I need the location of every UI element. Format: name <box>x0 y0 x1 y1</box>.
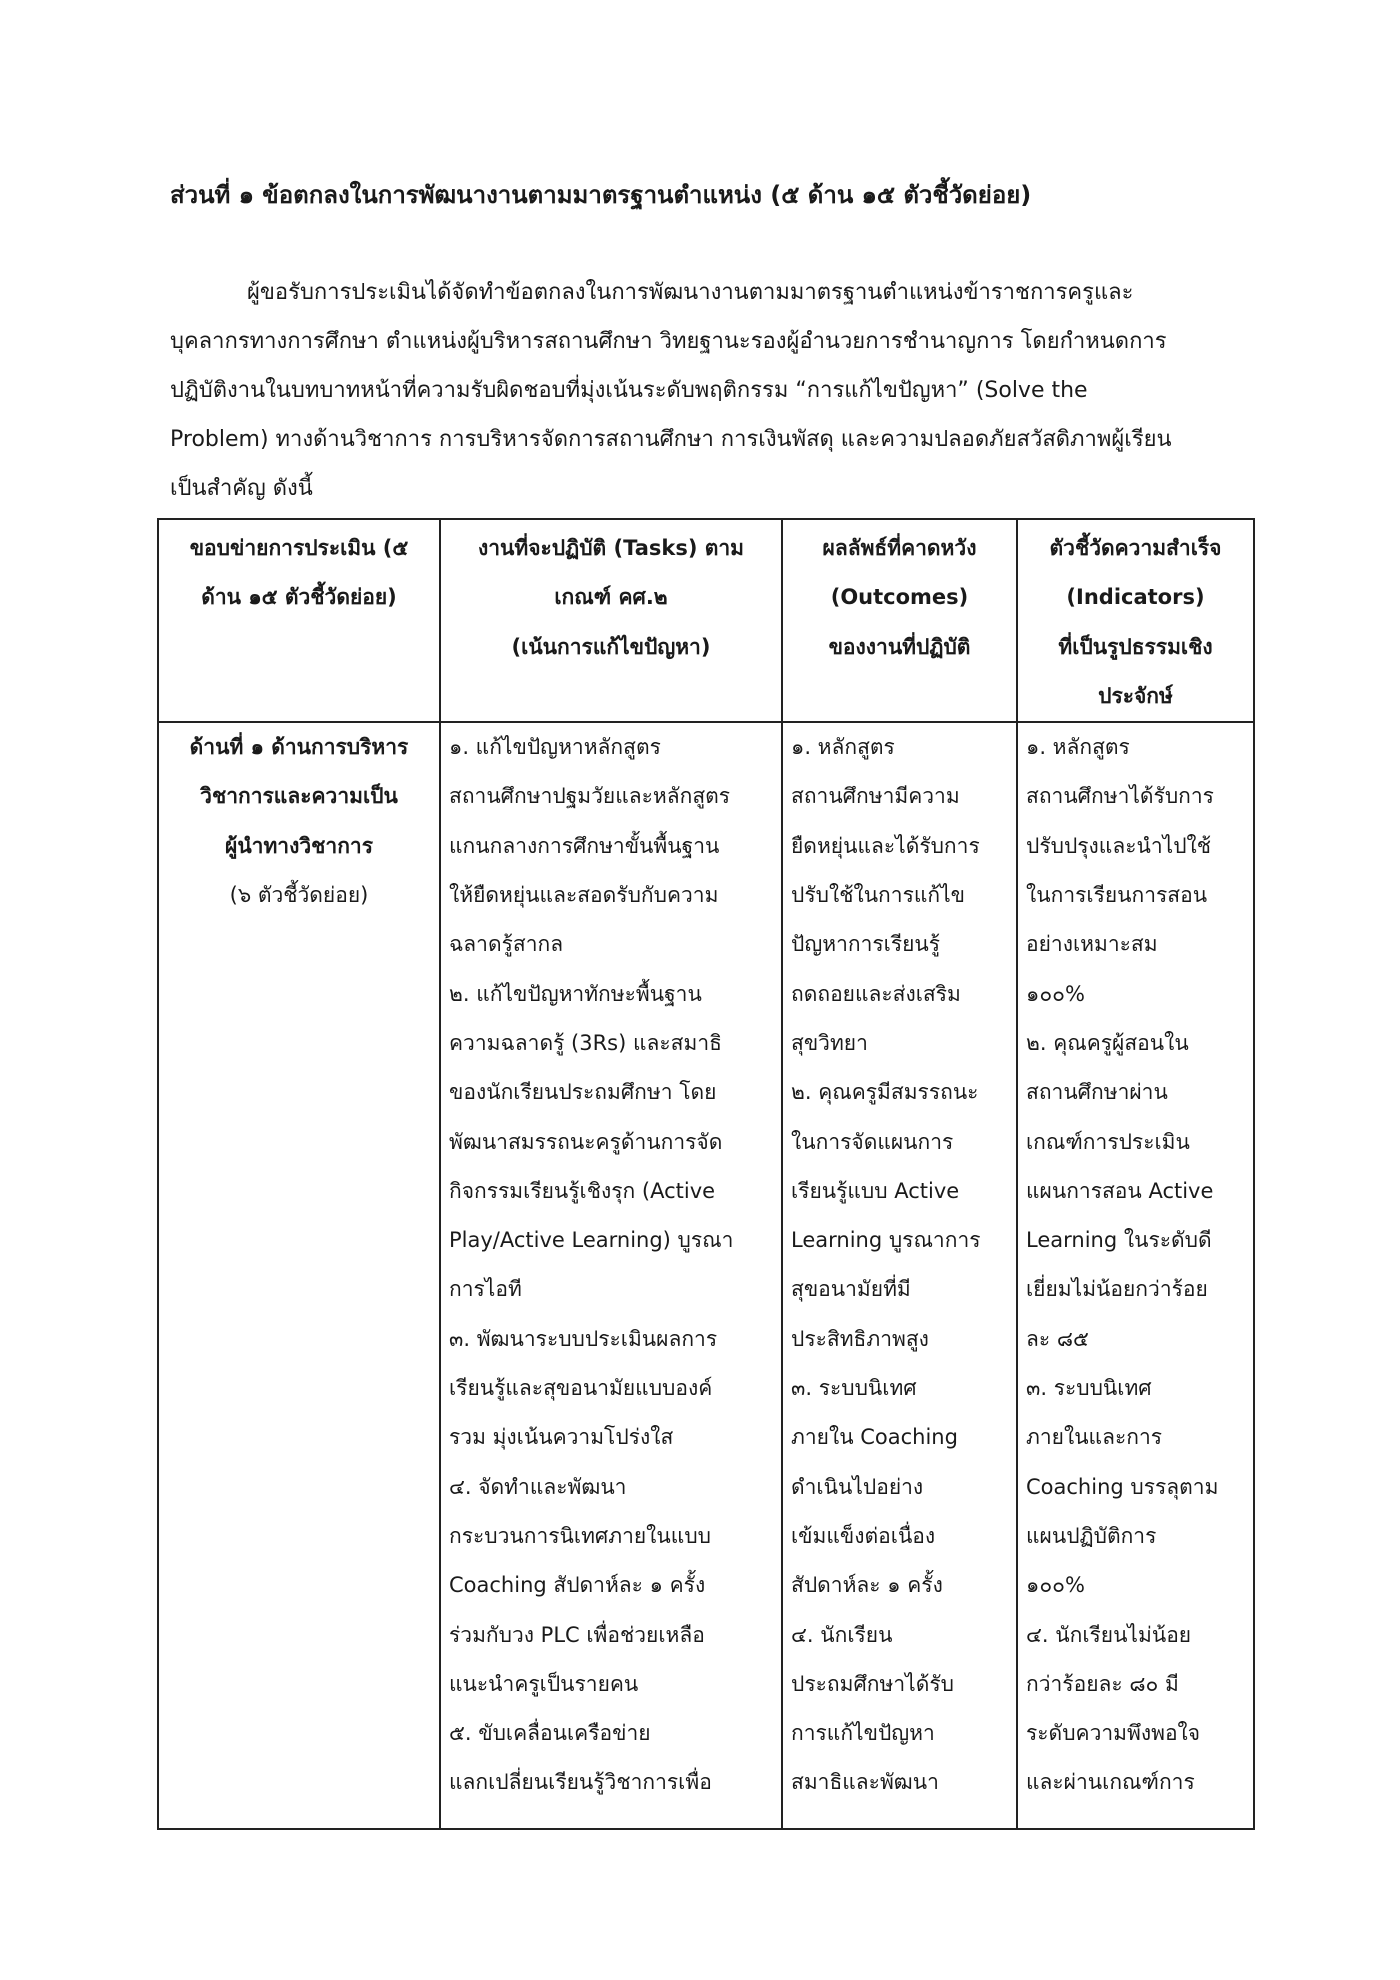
task-line: ร่วมกับวง PLC เพื่อช่วยเหลือ <box>449 1622 705 1647</box>
indicator-line: เยี่ยมไม่น้อยกว่าร้อย <box>1026 1277 1208 1302</box>
outcome-line: ยืดหยุ่นและได้รับการ <box>791 833 980 858</box>
outcome-line: เข้มแข็งต่อเนื่อง <box>791 1523 936 1548</box>
header-line: ที่เป็นรูปธรรมเชิง <box>1058 634 1213 659</box>
task-line: ของนักเรียนประถมศึกษา โดย <box>449 1080 717 1105</box>
intro-paragraph <box>170 268 1240 513</box>
header-line: ประจักษ์ <box>1098 683 1173 708</box>
task-line: ๕. ขับเคลื่อนเครือข่าย <box>449 1721 651 1746</box>
outcome-line: ๔. นักเรียน <box>791 1622 893 1647</box>
indicator-line: ๓. ระบบนิเทศ <box>1026 1376 1152 1401</box>
indicator-line: ระดับความพึงพอใจ <box>1026 1721 1201 1746</box>
indicator-line: สถานศึกษาได้รับการ <box>1026 784 1214 809</box>
domain-title-line: ผู้นำทางวิชาการ <box>225 833 373 858</box>
intro-line: Problem) ทางด้านวิชาการ การบริหารจัดการสถานศึกษา การเงินพัสดุ และความปลอดภัยสวัสดิภาพผู้เรียน <box>170 427 1172 452</box>
table-row <box>158 722 1254 1829</box>
indicator-line: ๑. หลักสูตร <box>1026 735 1130 760</box>
task-line: Coaching สัปดาห์ละ ๑ ครั้ง <box>449 1573 706 1598</box>
intro-line: บุคลากรทางการศึกษา ตำแหน่งผู้บริหารสถานศึกษา วิทยฐานะรองผู้อำนวยการชำนาญการ โดยกำหนดการ <box>170 329 1167 354</box>
header-line: งานที่จะปฏิบัติ (Tasks) ตาม <box>477 536 745 560</box>
outcome-line: ปัญหาการเรียนรู้ <box>791 932 941 957</box>
indicator-line: กว่าร้อยละ ๘๐ มี <box>1026 1671 1179 1696</box>
indicator-line: ๒. คุณครูผู้สอนใน <box>1026 1030 1189 1055</box>
task-line: ๓. พัฒนาระบบประเมินผลการ <box>449 1326 718 1351</box>
indicator-line: ปรับปรุงและนำไปใช้ <box>1026 833 1212 858</box>
header-line: ด้าน ๑๕ ตัวชี้วัดย่อย) <box>201 585 397 610</box>
outcome-line: ๒. คุณครูมีสมรรถนะ <box>791 1080 979 1105</box>
domain-title-line: วิชาการและความเป็น <box>200 784 398 809</box>
intro-line: ปฏิบัติงานในบทบาทหน้าที่ความรับผิดชอบที่มุ่งเน้นระดับพฤติกรรม “การแก้ไขปัญหา” (Solve the <box>170 378 1088 403</box>
header-line: (เน้นการแก้ไขปัญหา) <box>511 634 711 659</box>
outcome-line: การแก้ไขปัญหา <box>791 1721 935 1746</box>
header-outcomes <box>782 519 1017 722</box>
indicator-line: ละ ๘๕ <box>1026 1326 1089 1351</box>
task-line: สถานศึกษาปฐมวัยและหลักสูตร <box>449 784 731 809</box>
outcome-line: สัปดาห์ละ ๑ ครั้ง <box>791 1573 943 1598</box>
indicator-line: เกณฑ์การประเมิน <box>1026 1129 1190 1154</box>
header-scope <box>158 519 440 722</box>
task-line: ๑. แก้ไขปัญหาหลักสูตร <box>449 735 661 760</box>
task-line: รวม มุ่งเน้นความโปร่งใส <box>449 1425 674 1450</box>
table-header-row <box>158 519 1254 722</box>
header-line: ตัวชี้วัดความสำเร็จ <box>1049 536 1222 560</box>
outcome-line: Learning บูรณาการ <box>791 1228 981 1253</box>
outcome-line: เรียนรู้แบบ Active <box>791 1178 960 1203</box>
indicator-line: อย่างเหมาะสม <box>1026 932 1158 957</box>
domain-sub-line: (๖ ตัวชี้วัดย่อย) <box>229 883 369 908</box>
outcome-line: สถานศึกษามีความ <box>791 784 960 809</box>
task-line: แลกเปลี่ยนเรียนรู้วิชาการเพื่อ <box>449 1770 712 1795</box>
intro-line: ผู้ขอรับการประเมินได้จัดทำข้อตกลงในการพัฒนางานตามมาตรฐานตำแหน่งข้าราชการครูและ <box>247 280 1134 305</box>
indicator-line: ๔. นักเรียนไม่น้อย <box>1026 1622 1192 1647</box>
header-indicators <box>1017 519 1254 722</box>
header-line: ขอบข่ายการประเมิน (๕ <box>189 536 409 560</box>
task-line: ความฉลาดรู้ (3Rs) และสมาธิ <box>449 1030 722 1055</box>
outcome-line: สมาธิและพัฒนา <box>791 1770 939 1795</box>
task-line: แนะนำครูเป็นรายคน <box>449 1671 639 1696</box>
outcome-line: ในการจัดแผนการ <box>791 1129 954 1154</box>
outcome-line: ๑. หลักสูตร <box>791 735 895 760</box>
task-line: ๔. จัดทำและพัฒนา <box>449 1474 627 1499</box>
task-line: แกนกลางการศึกษาขั้นพื้นฐาน <box>449 833 720 858</box>
indicator-line: ในการเรียนการสอน <box>1026 883 1208 908</box>
indicator-line: Learning ในระดับดี <box>1026 1228 1212 1253</box>
indicator-line: Coaching บรรลุตาม <box>1026 1474 1219 1499</box>
outcome-line: ประถมศึกษาได้รับ <box>791 1671 954 1696</box>
task-line: ๒. แก้ไขปัญหาทักษะพื้นฐาน <box>449 981 702 1006</box>
task-line: ฉลาดรู้สากล <box>449 932 564 957</box>
indicator-line: สถานศึกษาผ่าน <box>1026 1080 1168 1105</box>
indicator-line: แผนปฏิบัติการ <box>1026 1523 1157 1548</box>
task-line: Play/Active Learning) บูรณา <box>449 1228 734 1253</box>
header-line: ผลลัพธ์ที่คาดหวัง <box>822 536 977 560</box>
domain-cell <box>158 722 440 1829</box>
task-line: กิจกรรมเรียนรู้เชิงรุก (Active <box>449 1178 716 1203</box>
outcome-line: ปรับใช้ในการแก้ไข <box>791 883 966 908</box>
indicator-line: แผนการสอน Active <box>1026 1178 1214 1203</box>
intro-line: เป็นสำคัญ ดังนี้ <box>170 476 313 501</box>
indicator-line: และผ่านเกณฑ์การ <box>1026 1770 1195 1795</box>
header-line: เกณฑ์ คศ.๒ <box>554 585 668 610</box>
tasks-cell <box>440 722 782 1829</box>
task-line: เรียนรู้และสุขอนามัยแบบองค์ <box>449 1376 713 1401</box>
outcome-line: ดำเนินไปอย่าง <box>791 1474 924 1499</box>
header-line: (Outcomes) <box>830 585 969 610</box>
header-line: ของงานที่ปฏิบัติ <box>828 634 971 659</box>
section-heading: ส่วนที่ ๑ ข้อตกลงในการพัฒนางานตามมาตรฐานตำแหน่ง (๕ ด้าน ๑๕ ตัวชี้วัดย่อย) <box>170 181 1032 209</box>
indicator-line: ๑๐๐% <box>1026 981 1085 1006</box>
task-line: การไอที <box>449 1277 522 1302</box>
agreement-table <box>157 518 1255 1830</box>
outcome-line: สุขอนามัยที่มี <box>791 1277 911 1302</box>
outcome-line: ๓. ระบบนิเทศ <box>791 1376 917 1401</box>
outcome-line: สุขวิทยา <box>791 1030 868 1055</box>
domain-title-line: ด้านที่ ๑ ด้านการบริหาร <box>189 735 409 760</box>
indicator-line: ภายในและการ <box>1026 1425 1163 1450</box>
header-line: (Indicators) <box>1066 585 1205 610</box>
outcome-line: ประสิทธิภาพสูง <box>791 1326 929 1351</box>
indicator-line: ๑๐๐% <box>1026 1573 1085 1598</box>
task-line: ให้ยืดหยุ่นและสอดรับกับความ <box>449 883 719 908</box>
header-tasks <box>440 519 782 722</box>
task-line: กระบวนการนิเทศภายในแบบ <box>449 1523 711 1548</box>
outcome-line: ภายใน Coaching <box>791 1425 958 1450</box>
outcomes-cell <box>782 722 1017 1829</box>
outcome-line: ถดถอยและส่งเสริม <box>791 981 961 1006</box>
task-line: พัฒนาสมรรถนะครูด้านการจัด <box>449 1129 723 1154</box>
indicators-cell <box>1017 722 1254 1829</box>
